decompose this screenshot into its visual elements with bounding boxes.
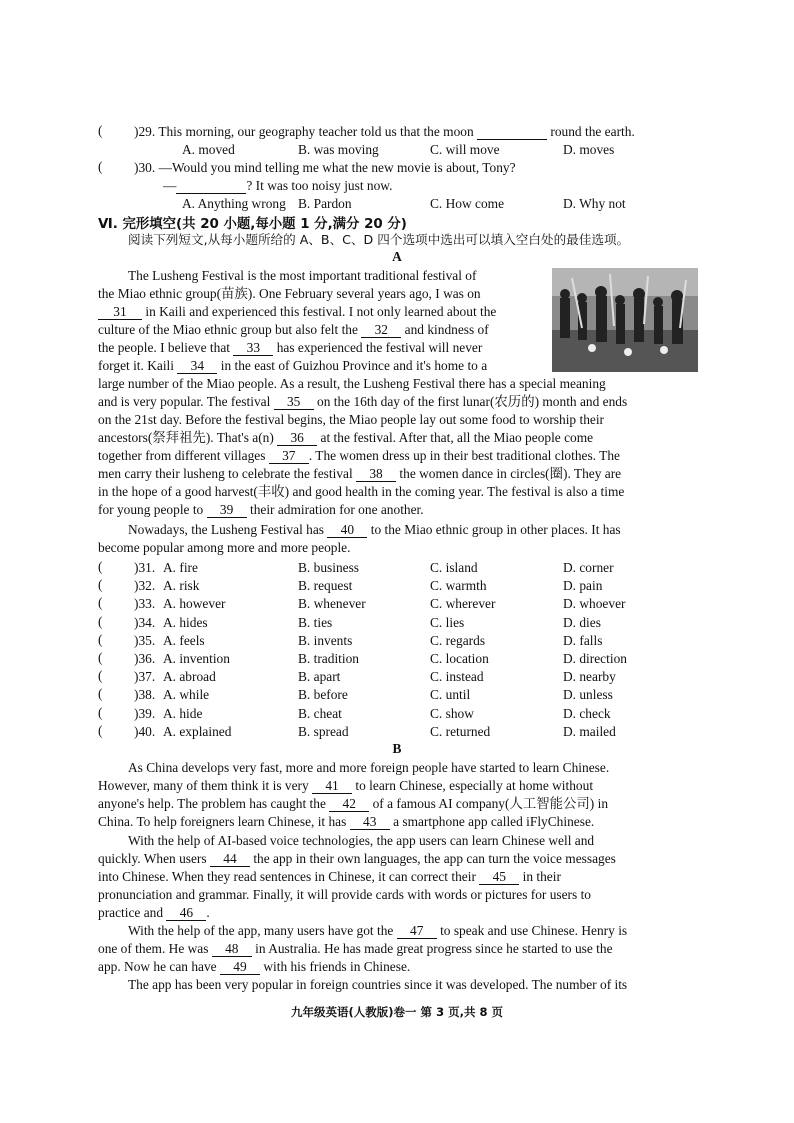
- passage-a-line: in the hope of a good harvest(丰收) and good health in the coming year. The festival is also a time: [98, 484, 625, 499]
- option-d: D. pain: [563, 578, 603, 594]
- option-c: C. wherever: [430, 596, 496, 612]
- answer-paren[interactable]: (: [98, 123, 103, 138]
- blank-33[interactable]: 33: [233, 340, 273, 356]
- blank-43[interactable]: 43: [350, 814, 390, 830]
- question-number: )36.: [134, 651, 156, 666]
- text: and kindness of: [404, 322, 489, 337]
- blank-49[interactable]: 49: [220, 959, 260, 975]
- text: ancestors(祭拜祖先). That's a(n): [98, 430, 274, 445]
- passage-a-line: [98, 465, 621, 483]
- passage-a-line: [98, 393, 627, 411]
- text: and is very popular. The festival: [98, 394, 271, 409]
- text: China. To help foreigners learn Chinese, it has: [98, 814, 347, 829]
- answer-paren[interactable]: (: [98, 559, 103, 574]
- passage-b-line: [98, 795, 608, 813]
- question-number: )31.: [134, 560, 156, 575]
- passage-a-line: [98, 303, 496, 321]
- text: has experienced the festival will never: [276, 340, 483, 355]
- text: on the 16th day of the first lunar(农历的) month and ends: [317, 394, 628, 409]
- option-c: C. warmth: [430, 578, 487, 594]
- option-d: D. falls: [563, 632, 603, 648]
- question-number: )32.: [134, 578, 156, 594]
- blank-44[interactable]: 44: [210, 851, 250, 867]
- blank-42[interactable]: 42: [329, 796, 369, 812]
- option-c: C. returned: [430, 723, 491, 739]
- text: in their: [522, 869, 561, 884]
- passage-b-line: [98, 777, 593, 795]
- passage-b-line: [98, 904, 210, 922]
- passage-b-line: The app has been very popular in foreign countries since it was developed. The number of its: [128, 977, 628, 992]
- option-a: A. feels: [163, 632, 205, 648]
- option-d: D. nearby: [563, 669, 616, 685]
- q30-line2: [163, 177, 392, 195]
- passage-b-line: [128, 922, 627, 940]
- q29-option-b: B. was moving: [298, 142, 379, 157]
- question-number: )38.: [134, 687, 156, 703]
- passage-a-line: The Lusheng Festival is the most important traditional festival of: [128, 268, 477, 283]
- text: in Australia. He has made great progress since he started to use the: [255, 941, 613, 956]
- q29-option-a: A. moved: [182, 142, 235, 157]
- option-b: B. request: [298, 578, 353, 594]
- passage-a-line: [98, 429, 593, 447]
- passage-a-line: [98, 501, 424, 519]
- text: to learn Chinese, especially at home without: [355, 778, 594, 793]
- passage-a-line: on the 21st day. Before the festival begins, the Miao people lay out some food to worship their: [98, 412, 605, 427]
- passage-b-line: [98, 868, 561, 886]
- passage-a-line: become popular among more and more people.: [98, 540, 351, 555]
- text: .: [206, 905, 210, 920]
- passage-a-line: [98, 321, 489, 339]
- passage-b-label: B: [392, 741, 402, 756]
- blank-38[interactable]: 38: [356, 466, 396, 482]
- question-30: [134, 159, 516, 177]
- text: quickly. When users: [98, 851, 207, 866]
- answer-paren[interactable]: (: [98, 631, 103, 647]
- blank-35[interactable]: 35: [274, 394, 314, 410]
- q30-num: )30.: [134, 160, 156, 175]
- blank-41[interactable]: 41: [312, 778, 352, 794]
- option-c: C. regards: [430, 632, 486, 648]
- q29-blank: [477, 124, 547, 140]
- blank-37[interactable]: 37: [269, 448, 309, 464]
- blank-36[interactable]: 36: [277, 430, 317, 446]
- text: the women dance in circles(圈). They are: [399, 466, 622, 481]
- q29-tail: round the earth.: [550, 124, 635, 139]
- text: the app in their own languages, the app can turn the voice messages: [253, 851, 616, 866]
- text: to speak and use Chinese. Henry is: [440, 923, 628, 938]
- section-instruction: 阅读下列短文,从每小题所给的 A、B、C、D 四个选项中选出可以填入空白处的最佳选项。: [128, 232, 630, 247]
- option-b: B. ties: [298, 614, 333, 630]
- q30-dash: —: [163, 178, 177, 193]
- text: a smartphone app called iFlyChinese.: [393, 814, 595, 829]
- question-number: )40.: [134, 723, 156, 739]
- page-footer: 九年级英语(人教版)卷一 第 3 页,共 8 页: [291, 1005, 503, 1019]
- option-a: A. fire: [163, 560, 198, 575]
- passage-a-line: the Miao ethnic group(苗族). One February several years ago, I was on: [98, 286, 481, 301]
- option-c: C. until: [430, 687, 471, 703]
- text: culture of the Miao ethnic group but also felt the: [98, 322, 358, 337]
- text: Nowadays, the Lusheng Festival has: [128, 522, 324, 537]
- passage-b-line: [98, 813, 594, 831]
- festival-photo: [552, 268, 698, 372]
- option-a: A. however: [163, 596, 226, 612]
- text: forget it. Kaili: [98, 358, 174, 373]
- answer-paren[interactable]: (: [98, 722, 103, 738]
- option-a: A. invention: [163, 651, 230, 666]
- question-number: )37.: [134, 669, 156, 685]
- blank-48[interactable]: 48: [212, 941, 252, 957]
- q30-line2-text: ? It was too noisy just now.: [246, 178, 393, 193]
- option-b: B. tradition: [298, 651, 359, 666]
- answer-paren[interactable]: (: [98, 595, 103, 611]
- text: . The women dress up in their best traditional clothes. The: [308, 448, 620, 463]
- option-b: B. spread: [298, 723, 349, 739]
- passage-b-line: As China develops very fast, more and more foreign people have started to learn Chinese.: [128, 760, 610, 775]
- answer-paren[interactable]: (: [98, 577, 103, 593]
- option-d: D. corner: [563, 560, 614, 575]
- option-d: D. mailed: [563, 723, 616, 739]
- q30-option-d: D. Why not: [563, 196, 626, 211]
- question-number: )33.: [134, 596, 156, 612]
- option-a: A. explained: [163, 723, 232, 739]
- passage-b-line: [98, 940, 613, 958]
- option-b: B. cheat: [298, 705, 342, 721]
- text: in the east of Guizhou Province and it's home to a: [220, 358, 488, 373]
- question-number: )39.: [134, 705, 156, 721]
- text: in Kaili and experienced this festival. I not only learned about the: [145, 304, 497, 319]
- blank-46[interactable]: 46: [166, 905, 206, 921]
- option-c: C. instead: [430, 669, 484, 685]
- option-a: A. while: [163, 687, 210, 703]
- passage-b-line: With the help of AI-based voice technologies, the app users can learn Chinese well and: [128, 833, 595, 848]
- passage-a-line: [98, 339, 482, 357]
- q29-option-c: C. will move: [430, 142, 500, 157]
- text: with his friends in Chinese.: [263, 959, 411, 974]
- text: app. Now he can have: [98, 959, 217, 974]
- q30-option-a: A. Anything wrong: [182, 196, 286, 211]
- option-c: C. island: [430, 560, 478, 575]
- text: of a famous AI company(人工智能公司) in: [372, 796, 609, 811]
- option-b: B. before: [298, 687, 348, 703]
- text: men carry their lusheng to celebrate the festival: [98, 466, 353, 481]
- text: to the Miao ethnic group in other places. It has: [370, 522, 621, 537]
- option-d: D. whoever: [563, 596, 626, 612]
- passage-a-line: [128, 521, 621, 539]
- blank-31[interactable]: 31: [98, 304, 142, 320]
- option-b: B. whenever: [298, 596, 366, 612]
- answer-paren[interactable]: (: [98, 650, 103, 665]
- blank-40[interactable]: 40: [327, 522, 367, 538]
- text: the people. I believe that: [98, 340, 230, 355]
- blank-45[interactable]: 45: [479, 869, 519, 885]
- answer-paren[interactable]: (: [98, 668, 103, 684]
- blank-47[interactable]: 47: [397, 923, 437, 939]
- answer-paren[interactable]: (: [98, 159, 103, 174]
- option-a: A. abroad: [163, 669, 216, 685]
- question-29: [134, 123, 635, 141]
- blank-34[interactable]: 34: [177, 358, 217, 374]
- option-d: D. check: [563, 705, 611, 721]
- passage-b-line: pronunciation and grammar. Finally, it will provide cards with words or pictures for users to: [98, 887, 591, 902]
- text: their admiration for one another.: [249, 502, 424, 517]
- passage-b-line: [98, 958, 410, 976]
- passage-a-line: [98, 447, 620, 465]
- option-a: A. hides: [163, 614, 208, 630]
- question-number: )35.: [134, 632, 156, 648]
- option-c: C. location: [430, 651, 489, 666]
- text: into Chinese. When they read sentences in Chinese, it can correct their: [98, 869, 476, 884]
- text: one of them. He was: [98, 941, 209, 956]
- option-d: D. dies: [563, 614, 601, 630]
- q30-blank: [176, 178, 246, 194]
- q29-num: )29.: [134, 124, 156, 139]
- text: at the festival. After that, all the Miao people come: [320, 430, 594, 445]
- option-c: C. show: [430, 705, 474, 721]
- option-a: A. hide: [163, 705, 203, 721]
- text: for young people to: [98, 502, 204, 517]
- q30-option-b: B. Pardon: [298, 196, 352, 211]
- q29-stem: This morning, our geography teacher told us that the moon: [158, 124, 474, 139]
- option-b: B. apart: [298, 669, 341, 685]
- text: However, many of them think it is very: [98, 778, 309, 793]
- passage-a-line: [98, 357, 487, 375]
- q30-stem: —Would you mind telling me what the new movie is about, Tony?: [158, 160, 516, 175]
- passage-b-line: [98, 850, 616, 868]
- text: With the help of the app, many users have got the: [128, 923, 394, 938]
- q29-option-d: D. moves: [563, 142, 615, 157]
- option-d: D. unless: [563, 687, 613, 703]
- text: together from different villages: [98, 448, 266, 463]
- q30-option-c: C. How come: [430, 196, 505, 211]
- passage-a-line: large number of the Miao people. As a result, the Lusheng Festival there has a special meaning: [98, 376, 606, 391]
- blank-39[interactable]: 39: [207, 502, 247, 518]
- answer-paren[interactable]: (: [98, 686, 103, 702]
- section-title: Ⅵ. 完形填空(共 20 小题,每小题 1 分,满分 20 分): [98, 217, 407, 232]
- option-c: C. lies: [430, 614, 465, 630]
- option-a: A. risk: [163, 578, 200, 594]
- text: practice and: [98, 905, 164, 920]
- blank-32[interactable]: 32: [361, 322, 401, 338]
- passage-a-label: A: [392, 249, 402, 264]
- answer-paren[interactable]: (: [98, 704, 103, 720]
- answer-paren[interactable]: (: [98, 613, 103, 629]
- option-b: B. invents: [298, 632, 353, 648]
- question-number: )34.: [134, 614, 156, 630]
- festival-photo-graphic: [552, 268, 698, 372]
- option-d: D. direction: [563, 651, 627, 666]
- text: anyone's help. The problem has caught the: [98, 796, 326, 811]
- option-b: B. business: [298, 560, 360, 575]
